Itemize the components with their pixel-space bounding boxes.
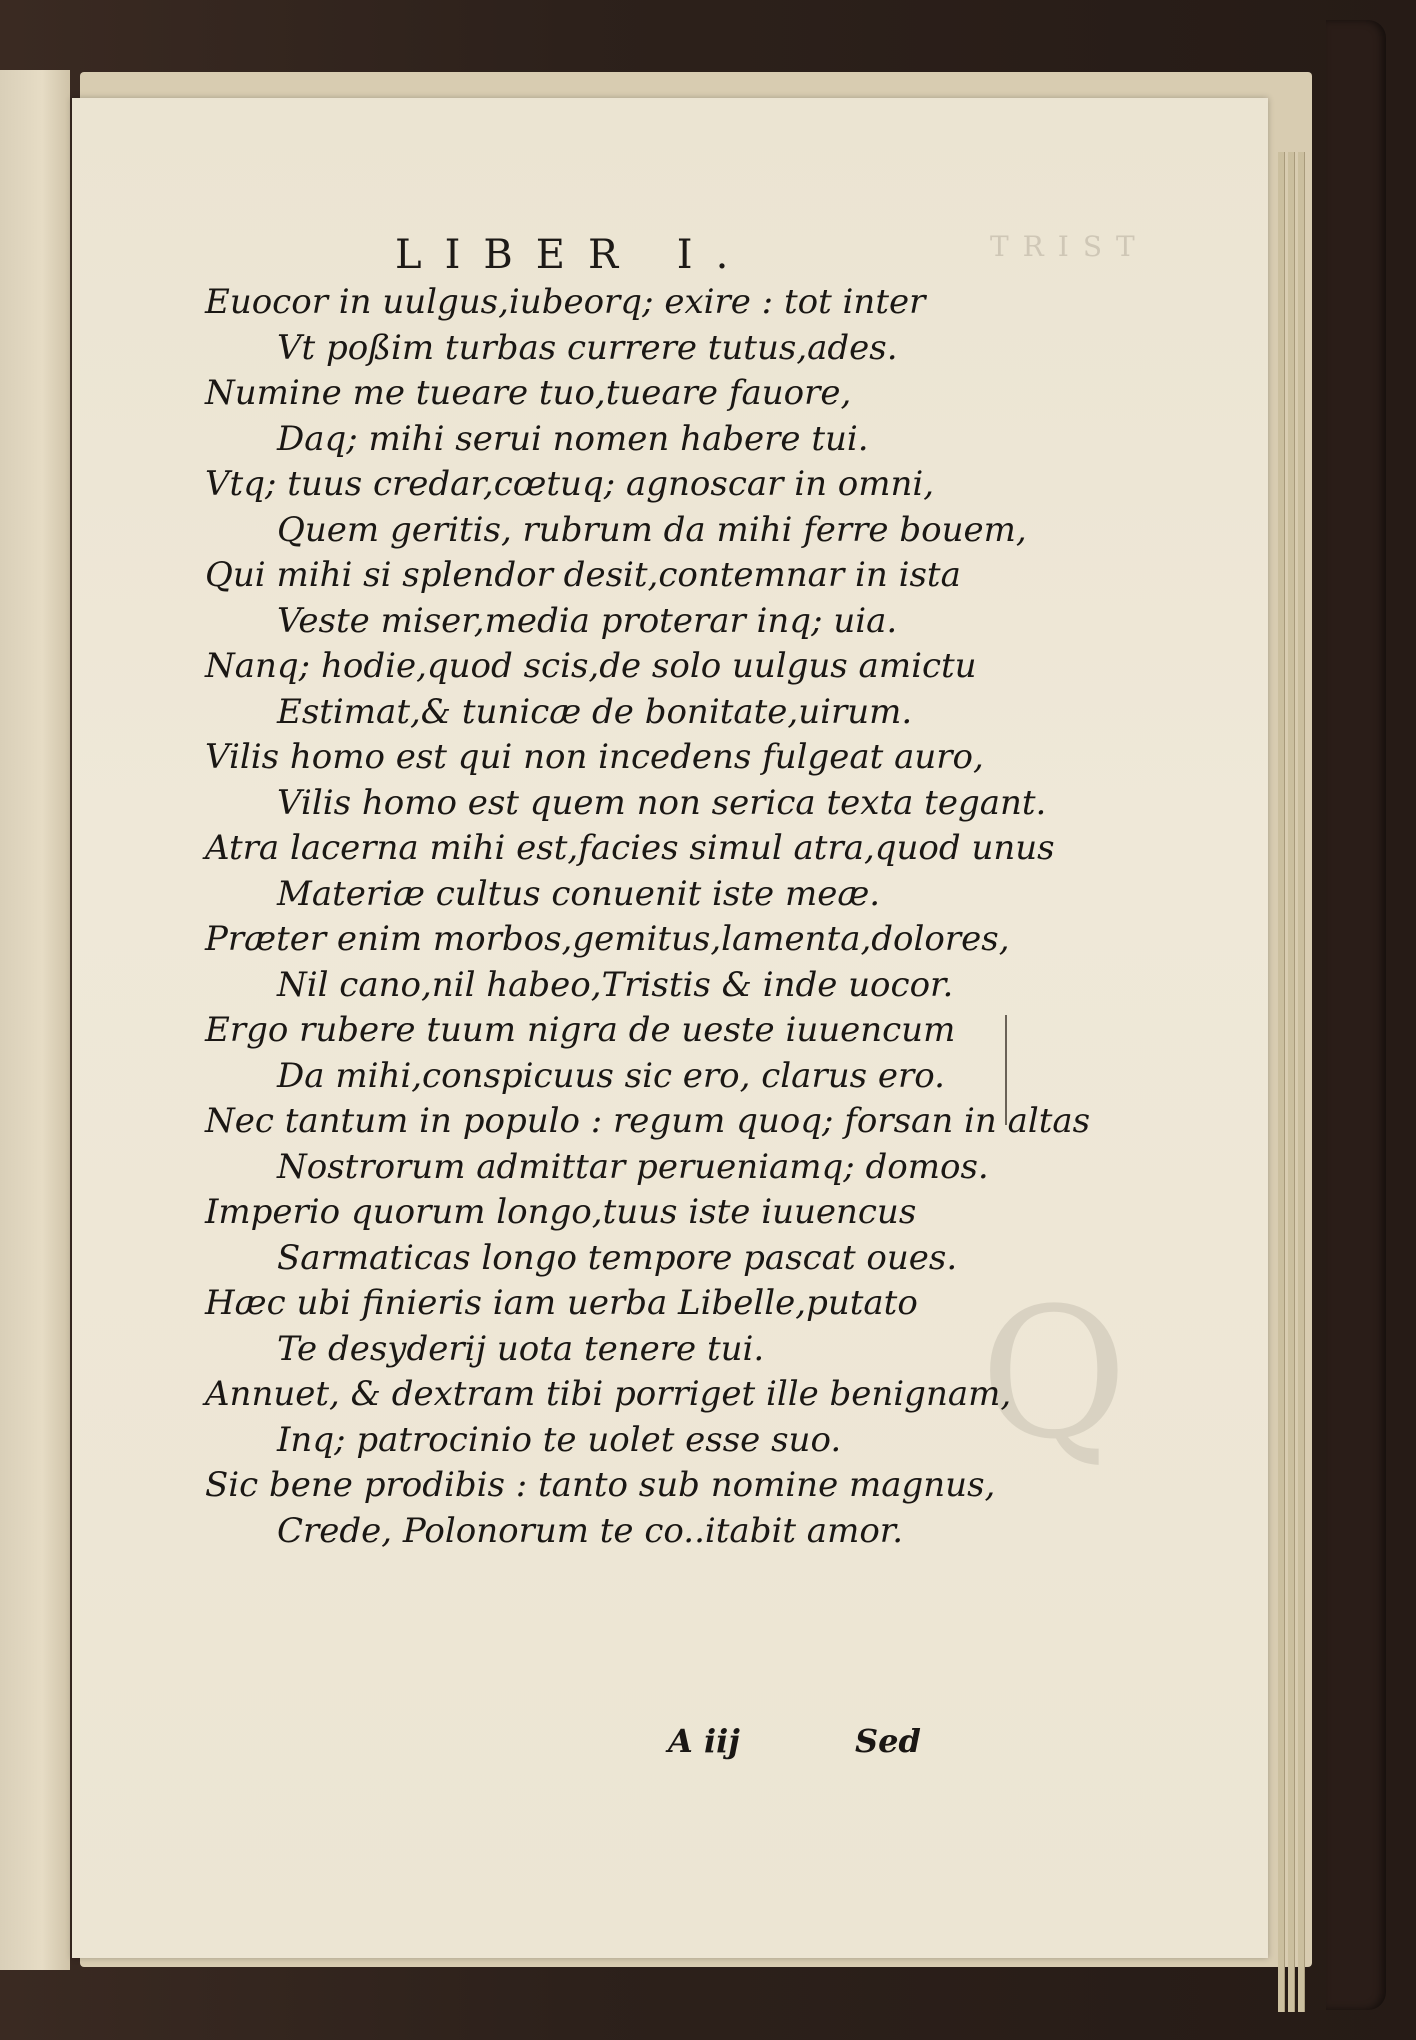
verse-line: Imperio quorum longo,tuus iste iuuencus xyxy=(205,1192,917,1232)
back-cover xyxy=(1326,20,1386,2010)
verse-line: Nanq; hodie,quod scis,de solo uulgus amictu xyxy=(205,646,977,686)
verse-line: Inq; patrocinio te uolet esse suo. xyxy=(277,1419,842,1460)
verse-line: Quem geritis, rubrum da mihi ferre bouem, xyxy=(277,509,1027,550)
verse-line: Daq; mihi serui nomen habere tui. xyxy=(277,418,869,459)
verse-line: Estimat,& tunicæ de bonitate,uirum. xyxy=(277,691,913,732)
verse-line: Qui mihi si splendor desit,contemnar in ista xyxy=(205,555,961,595)
verse-line: Hæc ubi finieris iam uerba Libelle,putato xyxy=(205,1283,918,1323)
verse-block xyxy=(205,280,1091,1554)
verse-line: Te desyderij uota tenere tui. xyxy=(277,1328,765,1369)
previous-page-edge xyxy=(0,70,70,1970)
verse-line: Ergo rubere tuum nigra de ueste iuuencum xyxy=(205,1010,956,1050)
page-edge xyxy=(1278,152,1285,2012)
verse-line: Crede, Polonorum te co..itabit amor. xyxy=(277,1510,904,1551)
page-edge xyxy=(1288,152,1295,2012)
verse-line: Sic bene prodibis : tanto sub nomine magnus, xyxy=(205,1465,996,1505)
verse-line: Præter enim morbos,gemitus,lamenta,dolores, xyxy=(205,919,1010,959)
verse-line: Euocor in uulgus,iubeorq; exire : tot inter xyxy=(205,282,926,322)
verse-line: Vilis homo est quem non serica texta tegant. xyxy=(277,782,1047,823)
verse-line: Nec tantum in populo : regum quoq; forsan in altas xyxy=(205,1101,1091,1141)
running-head: LIBER I. xyxy=(395,232,752,278)
verse-line: Vtq; tuus credar,cœtuq; agnoscar in omni, xyxy=(205,464,935,504)
verse-line: Nostrorum admittar perueniamq; domos. xyxy=(277,1146,989,1187)
bleed-through-initial: Q xyxy=(980,1270,1128,1479)
verse-line: Da mihi,conspicuus sic ero, clarus ero. xyxy=(277,1055,945,1096)
verse-line: Annuet, & dextram tibi porriget ille benignam, xyxy=(205,1374,1012,1414)
verse-line: Veste miser,media proterar inq; uia. xyxy=(277,600,898,641)
verse-line: Vt poßim turbas currere tutus,ades. xyxy=(277,327,898,368)
verse-line: Sarmaticas longo tempore pascat oues. xyxy=(277,1237,958,1278)
verse-line: Numine me tueare tuo,tueare fauore, xyxy=(205,373,852,413)
bleed-through-title: TRIST xyxy=(990,230,1149,263)
verse-line: Materiæ cultus conuenit iste meæ. xyxy=(277,873,881,914)
page-edge xyxy=(1298,152,1305,2012)
verse-line: Atra lacerna mihi est,facies simul atra,quod unus xyxy=(205,828,1055,868)
signature-mark: A iij xyxy=(668,1722,740,1760)
verse-line: Vilis homo est qui non incedens fulgeat auro, xyxy=(205,737,984,777)
verse-line: Nil cano,nil habeo,Tristis & inde uocor. xyxy=(277,964,954,1005)
catchword: Sed xyxy=(855,1722,921,1760)
